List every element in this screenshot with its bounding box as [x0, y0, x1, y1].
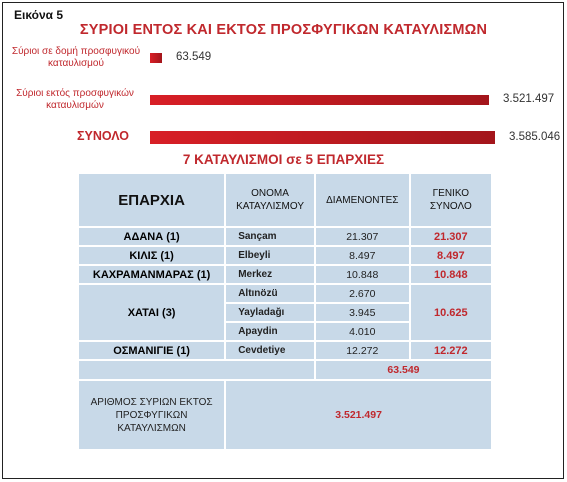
residents-cell: 21.307: [315, 227, 410, 246]
outside-camps-row: [78, 380, 492, 450]
province-total-cell: 12.272: [410, 341, 492, 360]
camp-name-cell: Merkez: [225, 265, 315, 284]
bar: [150, 53, 162, 63]
residents-cell: 2.670: [315, 284, 410, 303]
residents-cell: 8.497: [315, 246, 410, 265]
header-camp-line2: ΚΑΤΑΥΛΙΣΜΟΥ: [236, 201, 305, 212]
sum-total-cell: 63.549: [315, 360, 492, 380]
table-row: [78, 284, 492, 303]
camp-name-cell: Yayladağı: [225, 303, 315, 322]
chart-title: ΣΥΡΙΟΙ ΕΝΤΟΣ ΚΑΙ ΕΚΤΟΣ ΠΡΟΣΦΥΓΙΚΩΝ ΚΑΤΑΥΛΙΣΜΩΝ: [79, 22, 488, 38]
bar-category-label: Σύριοι σε δομή προσφυγικού καταυλισμού: [11, 46, 141, 69]
province-cell: ΟΣΜΑΝΙΓΙΕ (1): [78, 341, 225, 360]
province-total-cell: 21.307: [410, 227, 492, 246]
province-total-cell: 10.625: [410, 284, 492, 341]
camp-name-cell: Sançam: [225, 227, 315, 246]
sum-row: [78, 360, 492, 380]
camps-table: [77, 172, 493, 451]
province-cell: ΚΑΧΡΑΜΑΝΜΑΡΑΣ (1): [78, 265, 225, 284]
bar-category-label: Σύριοι εκτός προσφυγικών καταυλισμών: [16, 88, 134, 111]
outside-camps-label: [78, 380, 225, 450]
bar-category-label: ΣΥΝΟΛΟ: [77, 129, 129, 143]
outside-camps-total: 3.521.497: [225, 380, 492, 450]
bar-value-label: 63.549: [176, 51, 212, 63]
residents-cell: 3.945: [315, 303, 410, 322]
sum-empty-cell: [78, 360, 315, 380]
header-province: ΕΠΑΡΧΙΑ: [78, 173, 225, 227]
table-title: 7 ΚΑΤΑΥΛΙΣΜΟΙ σε 5 ΕΠΑΡΧΙΕΣ: [182, 152, 385, 167]
header-total-line1: ΓΕΝΙΚΟ: [432, 188, 469, 199]
table-row: [78, 265, 492, 284]
province-total-cell: 10.848: [410, 265, 492, 284]
camp-name-cell: Cevdetiye: [225, 341, 315, 360]
header-total-line2: ΣΥΝΟΛΟ: [429, 201, 472, 212]
camp-name-cell: Altınözü: [225, 284, 315, 303]
province-cell: ΧΑΤΑΙ (3): [78, 284, 225, 341]
camp-name-cell: Apaydin: [225, 322, 315, 341]
bar: [150, 131, 495, 144]
table-header-row: [78, 173, 492, 227]
bar: [150, 95, 489, 105]
header-camp-line1: ΟΝΟΜΑ: [251, 188, 289, 199]
camp-name-cell: Elbeyli: [225, 246, 315, 265]
residents-cell: 12.272: [315, 341, 410, 360]
header-total: [410, 173, 492, 227]
figure-label: Εικόνα 5: [14, 8, 64, 22]
province-cell: ΚΙΛΙΣ (1): [78, 246, 225, 265]
residents-cell: 4.010: [315, 322, 410, 341]
outside-camps-label-line: ΠΡΟΣΦΥΓΙΚΩΝ: [115, 409, 188, 421]
residents-cell: 10.848: [315, 265, 410, 284]
table-row: [78, 246, 492, 265]
province-total-cell: 8.497: [410, 246, 492, 265]
outside-camps-label-line: ΚΑΤΑΥΛΙΣΜΩΝ: [117, 422, 186, 434]
table-row: [78, 227, 492, 246]
table-row: [78, 341, 492, 360]
header-residents: ΔΙΑΜΕΝΟΝΤΕΣ: [315, 173, 410, 227]
bar-value-label: 3.521.497: [503, 93, 555, 105]
bar-value-label: 3.585.046: [509, 131, 561, 143]
province-cell: ΑΔΑΝΑ (1): [78, 227, 225, 246]
header-camp-name: [225, 173, 315, 227]
outside-camps-label-line: ΑΡΙΘΜΟΣ ΣΥΡΙΩΝ ΕΚΤΟΣ: [90, 396, 213, 408]
